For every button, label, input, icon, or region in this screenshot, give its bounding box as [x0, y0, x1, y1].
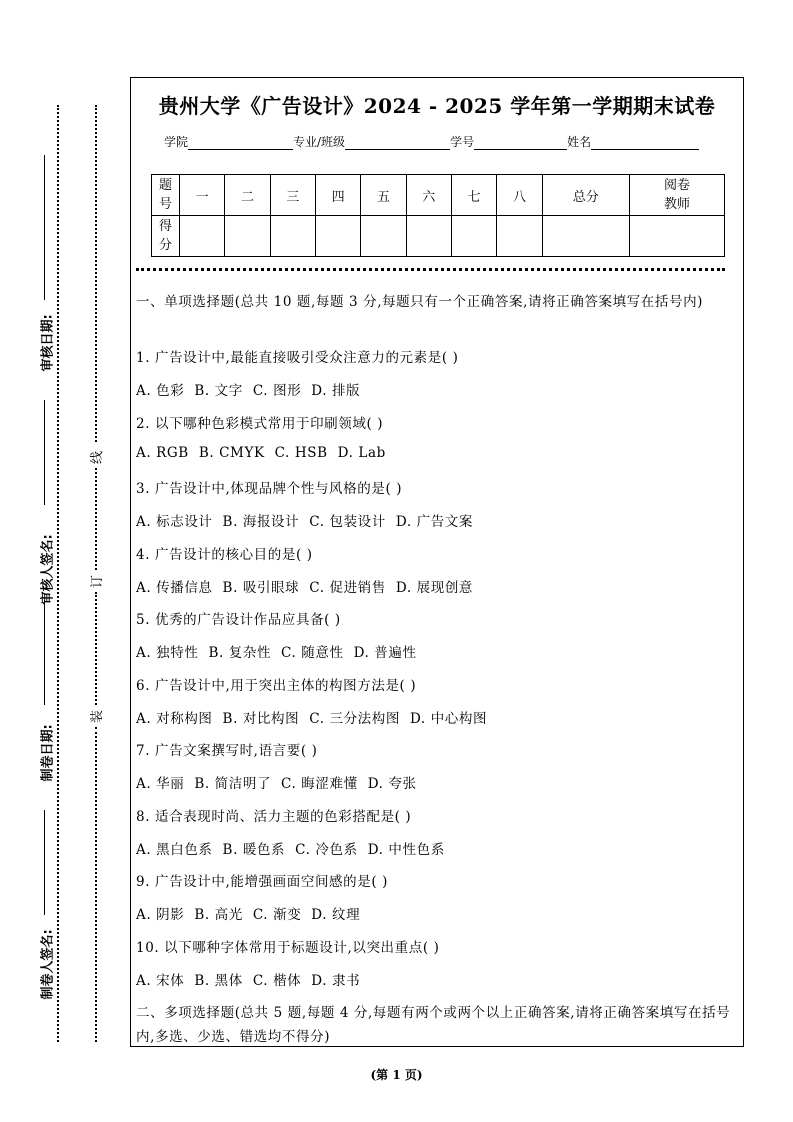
score-cell-4[interactable] — [315, 216, 360, 257]
seal-dotted-line-outer — [57, 105, 59, 1042]
col-6: 六 — [406, 175, 451, 216]
question-5-options — [136, 641, 427, 661]
question-9-options — [136, 903, 370, 923]
option-b: B. 对比构图 — [222, 710, 300, 727]
question-6: 6. 广告设计中,用于突出主体的构图方法是( ) — [136, 677, 417, 694]
bind-char-order: 订 — [90, 574, 106, 589]
option-a: A. 色彩 — [136, 383, 185, 399]
dotted-separator — [136, 268, 725, 271]
option-d: D. 隶书 — [311, 972, 361, 989]
page-number: (第 1 页) — [370, 1068, 423, 1082]
question-6-options — [136, 707, 497, 727]
question-1: 1. 广告设计中,最能直接吸引受众注意力的元素是( ) — [136, 350, 459, 366]
col-1: 一 — [180, 175, 225, 216]
option-a: A. 华丽 — [136, 776, 185, 792]
score-cell-teacher[interactable] — [630, 216, 725, 257]
option-a: A. 独特性 — [136, 645, 199, 661]
major-field[interactable] — [345, 135, 450, 150]
option-a: A. 黑白色系 — [136, 841, 213, 858]
question-3-options — [136, 510, 483, 530]
score-cell-3[interactable] — [270, 216, 315, 257]
col-8: 八 — [497, 175, 542, 216]
score-header: 得 分 — [152, 216, 180, 257]
question-8-options — [136, 838, 455, 858]
question-9: 9. 广告设计中,能增强画面空间感的是( ) — [136, 874, 388, 890]
seal-dotted-line-inner-3 — [95, 592, 97, 705]
option-d: D. 夸张 — [367, 776, 417, 792]
option-c: C. 渐变 — [252, 907, 302, 923]
question-7-options — [136, 772, 427, 792]
col-5: 五 — [361, 175, 406, 216]
score-table — [151, 174, 725, 257]
review-date-label: 审核日期: — [40, 314, 56, 372]
option-b: B. 海报设计 — [222, 514, 300, 530]
option-b: B. 文字 — [194, 383, 243, 399]
question-2: 2. 以下哪种色彩模式常用于印刷领域( ) — [136, 415, 384, 432]
option-d: D. 中心构图 — [409, 710, 488, 727]
name-field[interactable] — [591, 135, 699, 150]
option-c: C. HSB — [274, 444, 328, 461]
col-4: 四 — [315, 175, 360, 216]
seal-dotted-line-inner-1 — [95, 105, 97, 442]
exam-frame — [130, 77, 744, 1047]
option-c: C. 包装设计 — [309, 514, 386, 530]
student-id-field[interactable] — [474, 135, 567, 150]
score-cell-7[interactable] — [451, 216, 496, 257]
option-d: D. 普遍性 — [353, 645, 417, 661]
score-cell-2[interactable] — [225, 216, 270, 257]
bind-char-fold: 装 — [90, 709, 106, 724]
score-cell-8[interactable] — [497, 216, 542, 257]
question-3: 3. 广告设计中,体现品牌个性与风格的是( ) — [136, 481, 403, 497]
review-date-line — [44, 155, 45, 300]
make-date-line — [44, 600, 45, 705]
score-cell-1[interactable] — [180, 216, 225, 257]
option-b: B. 复杂性 — [208, 645, 272, 661]
college-field[interactable] — [188, 135, 293, 150]
option-a: A. RGB — [136, 444, 189, 461]
major-label: 专业/班级 — [293, 135, 346, 149]
question-1-options — [136, 379, 370, 399]
option-d: D. Lab — [337, 444, 386, 461]
score-table-header-row — [152, 175, 725, 216]
option-c: C. 三分法构图 — [309, 710, 400, 727]
college-label: 学院 — [164, 135, 189, 149]
option-b: B. 黑体 — [194, 972, 243, 989]
question-4: 4. 广告设计的核心目的是( ) — [136, 546, 313, 563]
option-b: B. 暖色系 — [222, 841, 286, 858]
option-a: A. 宋体 — [136, 972, 185, 989]
option-d: D. 展现创意 — [395, 579, 474, 596]
col-total: 总分 — [542, 175, 629, 216]
option-d: D. 排版 — [311, 383, 361, 399]
option-c: C. 促进销售 — [309, 579, 386, 596]
score-cell-total[interactable] — [542, 216, 629, 257]
option-b: B. 简洁明了 — [194, 776, 272, 792]
option-c: C. 图形 — [252, 383, 302, 399]
option-a: A. 标志设计 — [136, 514, 213, 530]
make-date-label: 制卷日期: — [40, 724, 56, 782]
question-8: 8. 适合表现时尚、活力主题的色彩搭配是( ) — [136, 808, 412, 825]
student-info-row — [164, 133, 699, 150]
section1-heading: 一、单项选择题(总共 10 题,每题 3 分,每题只有一个正确答案,请将正确答案填写在括号内) — [136, 294, 704, 310]
question-10-options — [136, 969, 370, 989]
score-table-score-row — [152, 216, 725, 257]
name-label: 姓名 — [567, 135, 592, 149]
teacher-header: 阅卷 教师 — [630, 175, 725, 216]
student-id-label: 学号 — [450, 135, 475, 149]
question-5: 5. 优秀的广告设计作品应具备( ) — [136, 612, 341, 628]
reviewer-sign-line — [44, 400, 45, 505]
reviewer-sign-label: 审核人签名: — [40, 534, 56, 605]
option-b: B. 吸引眼球 — [222, 579, 300, 596]
col-3: 三 — [270, 175, 315, 216]
option-c: C. 楷体 — [252, 972, 302, 989]
option-c: C. 晦涩难懂 — [281, 776, 358, 792]
question-7: 7. 广告文案撰写时,语言要( ) — [136, 743, 318, 759]
maker-sign-label: 制卷人签名: — [40, 929, 56, 1000]
seal-dotted-line-inner-2 — [95, 468, 97, 570]
option-b: B. 高光 — [194, 907, 243, 923]
option-d: D. 广告文案 — [395, 514, 474, 530]
option-a: A. 传播信息 — [136, 579, 213, 596]
question-4-options — [136, 576, 483, 596]
exam-title: 贵州大学《广告设计》2024 - 2025 学年第一学期期末试卷 — [158, 94, 716, 118]
option-a: A. 阴影 — [136, 907, 185, 923]
question-10: 10. 以下哪种字体常用于标题设计,以突出重点( ) — [136, 939, 440, 956]
question-2-options — [136, 445, 396, 461]
seal-dotted-line-inner-4 — [95, 727, 97, 1042]
bind-char-line: 线 — [90, 450, 106, 465]
col-2: 二 — [225, 175, 270, 216]
score-cell-5[interactable] — [361, 216, 406, 257]
option-c: C. 冷色系 — [295, 841, 358, 858]
option-c: C. 随意性 — [281, 645, 344, 661]
section2-heading: 二、多项选择题(总共 5 题,每题 4 分,每题有两个或两个以上正确答案,请将正确答案填写在括号内,多选、少选、错选均不得分) — [136, 1005, 731, 1045]
score-cell-6[interactable] — [406, 216, 451, 257]
option-d: D. 纹理 — [311, 907, 361, 923]
q-number-header: 题 号 — [152, 175, 180, 216]
option-b: B. CMYK — [198, 444, 265, 461]
col-7: 七 — [451, 175, 496, 216]
option-d: D. 中性色系 — [367, 841, 445, 858]
option-a: A. 对称构图 — [136, 710, 213, 727]
